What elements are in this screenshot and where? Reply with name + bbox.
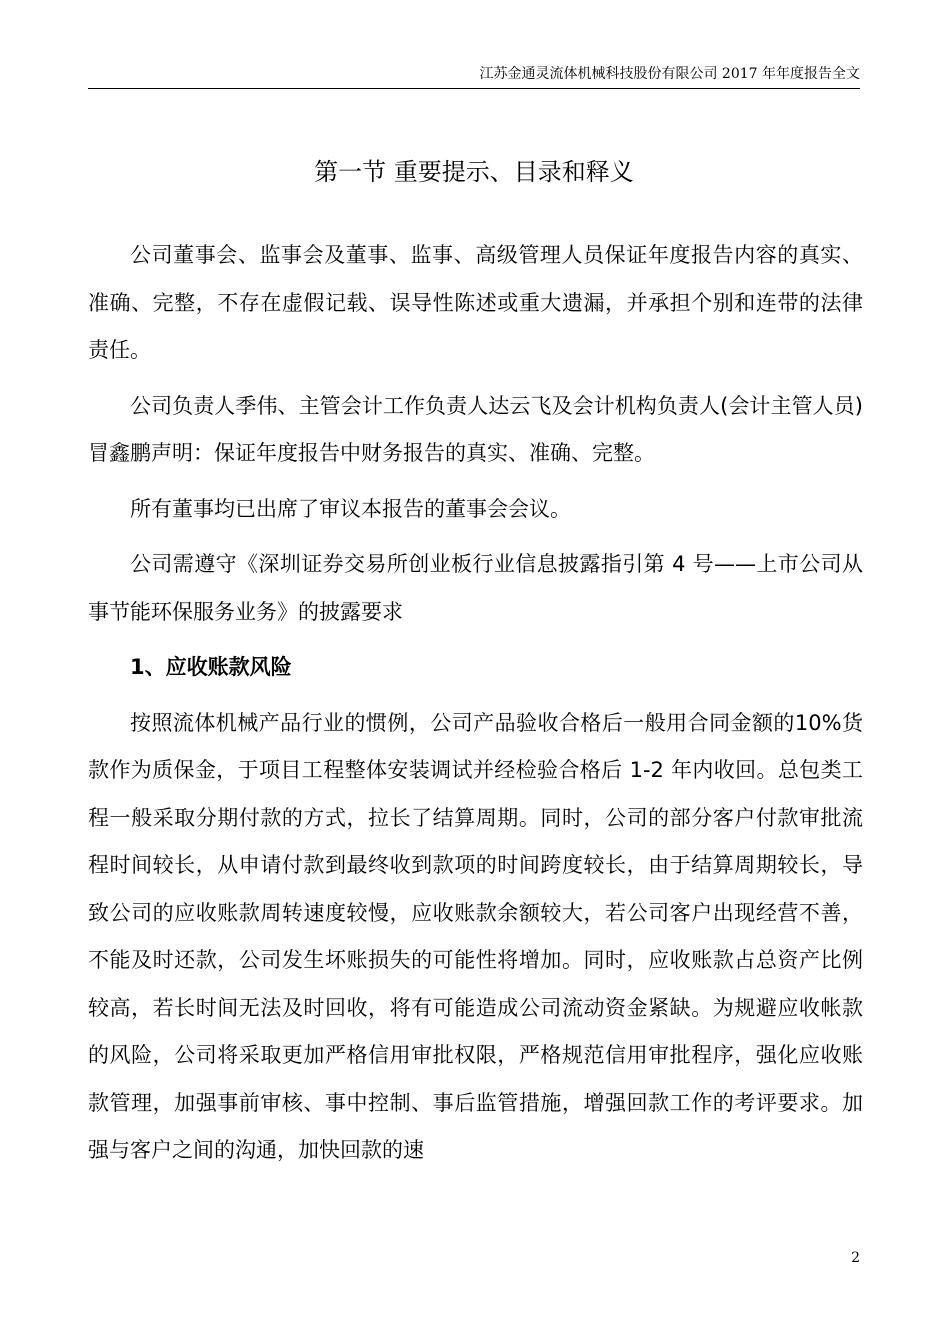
section-title: 第一节 重要提示、目录和释义 [314, 158, 634, 186]
paragraph-disclosure-requirement: 公司需遵守《深圳证券交易所创业板行业信息披露指引第 4 号——上市公司从事节能环保服务业务》的披露要求 [88, 552, 863, 624]
paragraph-board-guarantee: 公司董事会、监事会及董事、监事、高级管理人员保证年度报告内容的真实、准确、完整，不存在虚假记载、误导性陈述或重大遗漏，并承担个别和连带的法律责任。 [88, 243, 863, 362]
paragraph-directors-attendance: 所有董事均已出席了审议本报告的董事会会议。 [130, 496, 571, 521]
body-text [88, 232, 863, 1175]
paragraph-responsible-statement: 公司负责人季伟、主管会计工作负责人达云飞及会计机构负责人(会计主管人员)冒鑫鹏声明：保证年度报告中财务报告的真实、准确、完整。 [88, 393, 863, 465]
paragraph-receivables-risk: 按照流体机械产品行业的惯例，公司产品验收合格后一般用合同金额的10%货款作为质保金，于项目工程整体安装调试并经检验合格后 1-2 年内收回。总包类工程一般采取分期付款的方式，拉长了结算周期。同时，公司的部分客户付款审批流程时间较长，从申请付款到最终收到款项的时间跨度较长，由于结算周期较长，导致公司的应收账款周转速度较慢，应收账款余额较大，若公司客户出现经营不善，不能及时还款，公司发生坏账损失的可能性将增加。同时，应收账款占总资产比例较高，若长时间无法及时回收，将有可能造成公司流动资金紧缺。为规避应收帐款的风险，公司将采取更加严格信用审批权限，严格规范信用审批程序，强化应收账款管理，加强事前审核、事中控制、事后监管措施，增强回款工作的考评要求。加强与客户之间的沟通，加快回款的速 [88, 710, 863, 1162]
header-text: 江苏金通灵流体机械科技股份有限公司 2017 年年度报告全文 [479, 66, 860, 82]
heading-receivables-risk: 1、应收账款风险 [130, 655, 292, 679]
page-number: 2 [851, 1250, 860, 1266]
running-header [88, 64, 860, 89]
